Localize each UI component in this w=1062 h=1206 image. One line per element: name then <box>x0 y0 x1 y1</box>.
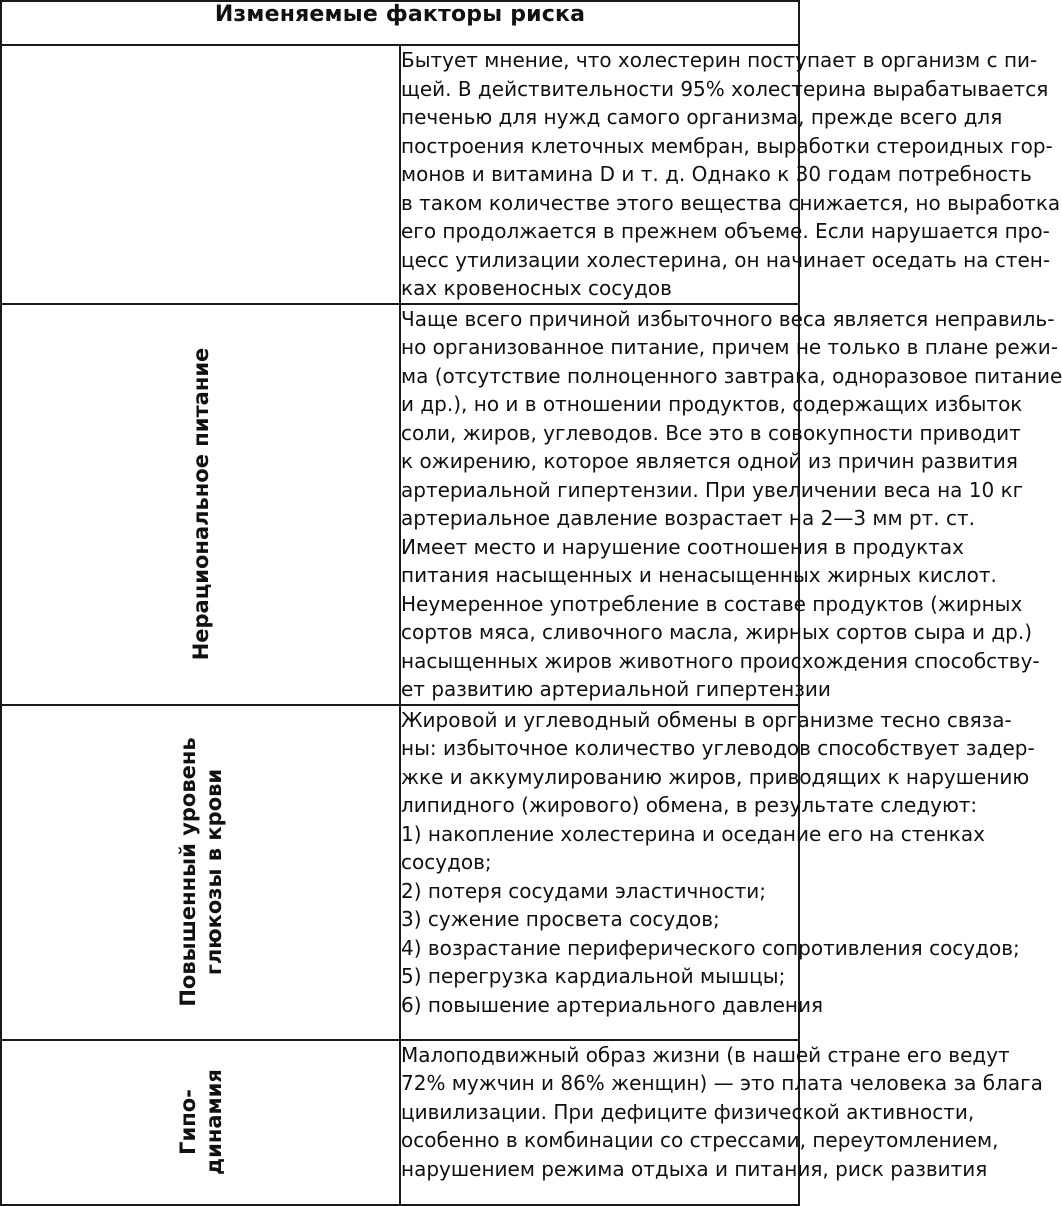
text-line: монов и витамина D и т. д. Однако к 30 годам потребность <box>401 162 1032 186</box>
rotated-label <box>175 737 227 1006</box>
label-line: Гипо- <box>175 1089 200 1155</box>
text-line: и др.), но и в отношении продуктов, содержащих избыток <box>401 392 1023 416</box>
text-line: ма (отсутствие полноценного завтрака, одноразовое питание <box>401 363 1062 388</box>
text-line: 3) сужение просвета сосудов; <box>401 907 720 931</box>
text-line: Жировой и углеводный обмены в организме тесно связа- <box>401 707 1012 732</box>
label-line: Нерациональное питание <box>188 347 213 661</box>
table-row <box>1 304 799 705</box>
text-line: но организованное питание, причем не только в плане режи- <box>401 335 1058 359</box>
text-line: соли, жиров, углеводов. Все это в совокупности приводит <box>401 420 1021 445</box>
row-label-nutrition <box>1 304 400 705</box>
text-line: ках кровеносных сосудов <box>401 276 672 300</box>
row-content-cholesterol <box>400 45 1061 304</box>
rotated-label <box>175 1069 227 1175</box>
text-line: цивилизации. При дефиците физической активности, <box>401 1099 975 1124</box>
text-line: 72% мужчин и 86% женщин) — это плата человека за блага <box>401 1071 1043 1095</box>
text-line: Имеет место и нарушение соотношения в продуктах <box>401 534 964 559</box>
text-line: насыщенных жиров животного происхождения способству- <box>401 648 1040 673</box>
text-line: Малоподвижный образ жизни (в нашей стране его ведут <box>401 1042 1010 1067</box>
table-row <box>1 45 799 304</box>
text-line: щей. В действительности 95% холестерина вырабатывается <box>401 76 1049 101</box>
row-content-nutrition <box>400 304 1062 705</box>
text-line: 6) повышение артериального давления <box>401 992 824 1017</box>
text-line: особенно в комбинации со стрессами, переутомлением, <box>401 1128 999 1152</box>
text-line: 5) перегрузка кардиальной мышцы; <box>401 964 786 988</box>
text-line: артериальное давление возрастает на 2—3 мм рт. ст. <box>401 506 976 530</box>
label-line: Повышенный уровень <box>175 737 200 1007</box>
text-line: 1) накопление холестерина и оседание его на стенках <box>401 821 985 846</box>
text-line: ны: избыточное количество углеводов способствует задер- <box>401 736 1035 760</box>
row-label-empty <box>1 45 400 304</box>
text-line: цесс утилизации холестерина, он начинает оседать на стен- <box>401 247 1051 272</box>
row-label-hypodynamia <box>1 1040 400 1205</box>
row-label-glucose <box>1 705 400 1040</box>
text-line: Неумеренное употребление в составе продуктов (жирных <box>401 591 1023 616</box>
text-line: Бытует мнение, что холестерин поступает в организм с пи- <box>401 48 1038 72</box>
text-line: ет развитию артериальной гипертензии <box>401 677 831 701</box>
table-title: Изменяемые факторы риска <box>1 1 799 45</box>
text-line: Чаще всего причиной избыточного веса является неправиль- <box>401 306 1055 331</box>
text-line: жке и аккумулированию жиров, приводящих к нарушению <box>401 764 1030 789</box>
text-line: питания насыщенных и ненасыщенных жирных кислот. <box>401 563 997 587</box>
text-line: артериальной гипертензии. При увеличении веса на 10 кг <box>401 477 1024 502</box>
text-line: к ожирению, которое является одной из причин развития <box>401 449 1018 473</box>
text-line: сортов мяса, сливочного масла, жирных сортов сыра и др.) <box>401 620 1033 644</box>
text-line: липидного (жирового) обмена, в результате следуют: <box>401 793 978 817</box>
table-row <box>1 1040 799 1205</box>
text-line: 2) потеря сосудами эластичности; <box>401 878 766 903</box>
table-row <box>1 705 799 1040</box>
rotated-label <box>188 348 214 661</box>
text-line: в таком количестве этого вещества снижается, но выработка <box>401 190 1061 215</box>
label-line: глюкозы в крови <box>201 768 226 976</box>
text-line: его продолжается в прежнем объеме. Если нарушается про- <box>401 219 1050 243</box>
text-line: нарушением режима отдыха и питания, риск развития <box>401 1156 988 1181</box>
row-content-glucose <box>400 705 1035 1040</box>
text-line: сосудов; <box>401 850 492 874</box>
row-content-hypodynamia <box>400 1040 1043 1205</box>
label-line: динамия <box>201 1069 226 1175</box>
text-line: печенью для нужд самого организма, прежде всего для <box>401 105 1003 129</box>
text-line: построения клеточных мембран, выработки стероидных гор- <box>401 133 1053 158</box>
text-line: 4) возрастание периферического сопротивления сосудов; <box>401 935 1020 960</box>
